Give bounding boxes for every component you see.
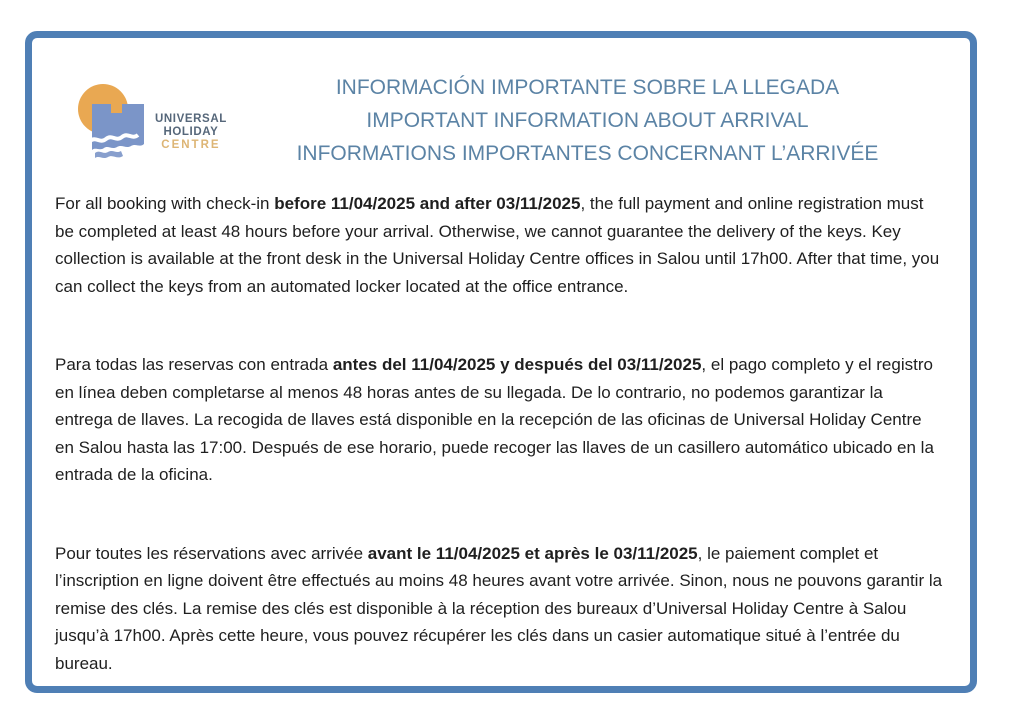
paragraph-french-post: , le paiement complet et l’inscription en ligne doivent être effectués au moins 48 heures avant votre arrivée. Sinon, nous ne pouvons garantir la remise des clés. La remise des clés est disponible à la réception des bureaux d’Universal Holiday Centre à Salou jusqu’à 17h00. Après cette heure, vous pouvez récupérer les clés dans un casier automatique situé à l’entrée du bureau. (55, 543, 943, 673)
paragraph-french-pre: Pour toutes les réservations avec arrivée (55, 543, 368, 563)
paragraph-spanish-dates: antes del 11/04/2025 y después del 03/11/2025 (332, 355, 702, 374)
paragraph-english-dates: before 11/04/2025 and after 03/11/2025 (274, 194, 581, 213)
logo-word-universal: UNIVERSAL (155, 112, 227, 125)
paragraph-spanish (55, 351, 945, 489)
logo-word-holiday: HOLIDAY (163, 125, 219, 138)
company-logo (75, 83, 243, 165)
paragraph-english-pre: For all booking with check-in (55, 194, 275, 213)
document-border-frame (25, 31, 977, 693)
universal-holiday-centre-logo-icon (75, 83, 153, 165)
paragraph-french-dates: avant le 11/04/2025 et après le 03/11/2025 (367, 543, 698, 563)
logo-word-centre: CENTRE (161, 138, 221, 151)
paragraph-spanish-pre: Para todas las reservas con entrada (55, 355, 333, 374)
paragraph-english (55, 190, 945, 300)
paragraph-spanish-post: , el pago completo y el registro en línea deben completarse al menos 48 horas antes de su llegada. De lo contrario, no podemos garantizar la entrega de llaves. La recogida de llaves está disponible en la recepción de las oficinas de Universal Holiday Centre en Salou hasta las 17:00. Después de ese horario, puede recoger las llaves de un casillero automático ubicado en la entrada de la oficina. (55, 355, 934, 484)
document-header (75, 71, 950, 170)
title-spanish: INFORMACIÓN IMPORTANTE SOBRE LA LLEGADA (335, 76, 840, 99)
title-english: IMPORTANT INFORMATION ABOUT ARRIVAL (366, 109, 809, 132)
paragraph-french (55, 540, 945, 678)
title-french: INFORMATIONS IMPORTANTES CONCERNANT L’ARRIVÉE (296, 142, 879, 165)
document-title-block (243, 71, 950, 170)
document-body (55, 190, 945, 677)
logo-wordmark (155, 113, 227, 152)
paragraph-english-post: , the full payment and online registration must be completed at least 48 hours before your arrival. Otherwise, we cannot guarantee the delivery of the keys. Key collection is available at the front desk in the Universal Holiday Centre offices in Salou until 17h00. After that time, you can collect the keys from an automated locker located at the office entrance. (55, 194, 940, 296)
